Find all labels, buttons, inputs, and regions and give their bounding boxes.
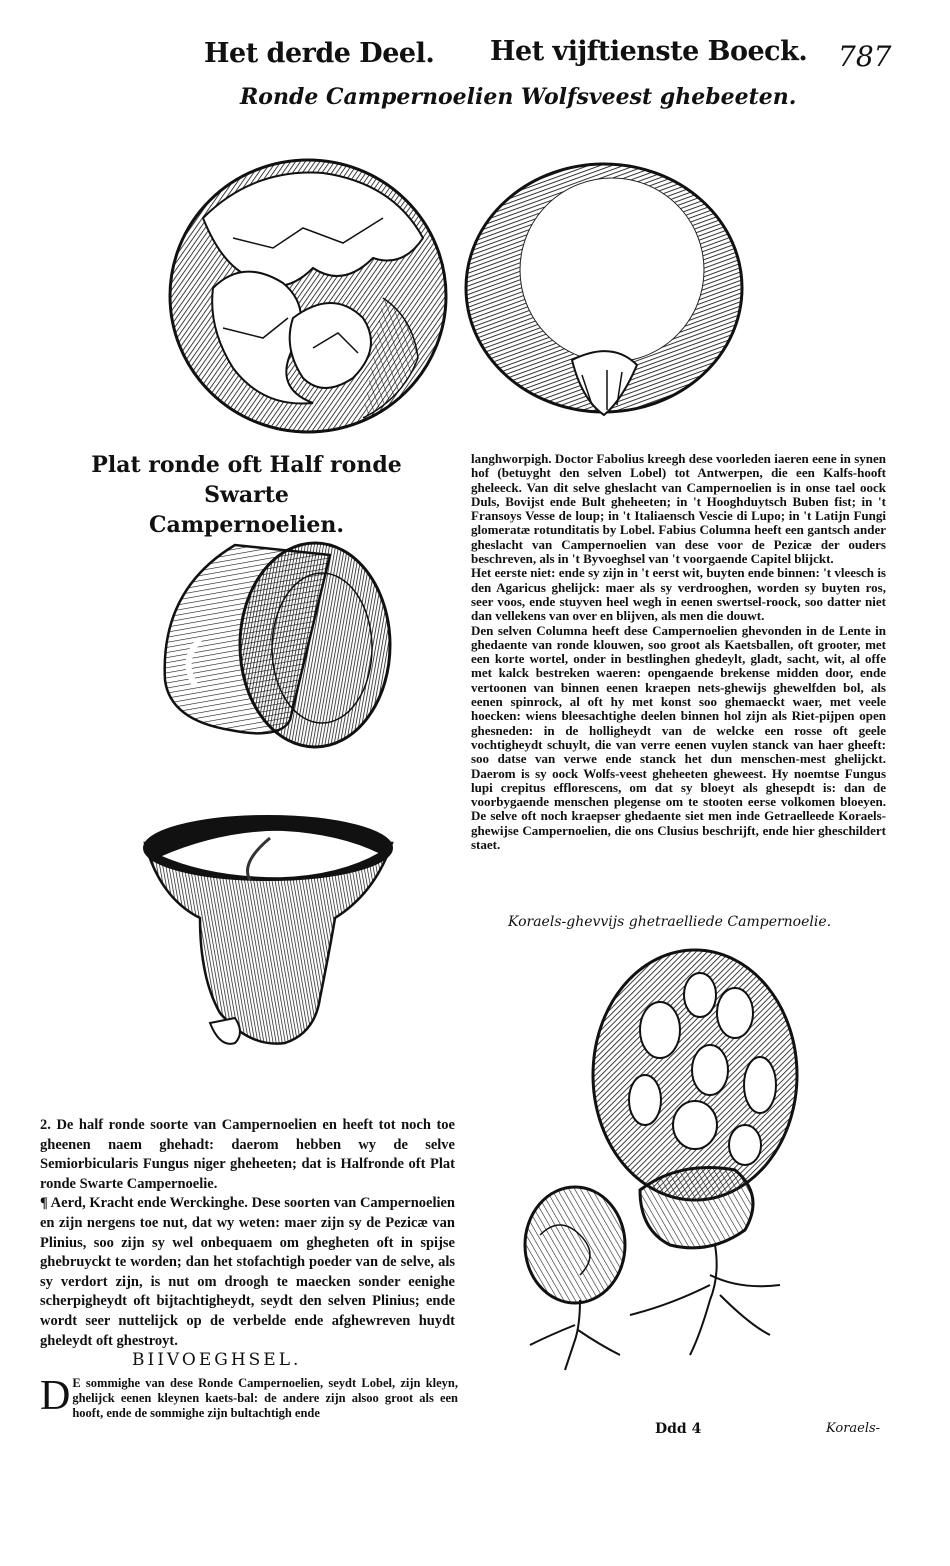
running-head-center: Het vijftienste Boeck.	[490, 36, 808, 67]
signature-mark: Ddd 4	[655, 1421, 702, 1437]
black-cup-fungus-upright-illustration	[140, 808, 400, 1053]
bijvoeghsel-text-block	[40, 1373, 458, 1421]
puffball-cracked-illustration	[163, 148, 453, 438]
section-heading-bijvoeghsel: BIIVOEGHSEL.	[132, 1350, 302, 1370]
catchword: Koraels-	[826, 1421, 881, 1436]
right-paragraph-3: Den selven Columna heeft dese Campernoelien ghevonden in de Lente in ghedaente van ronde klouwen, soo groot als Kaetsballen, oft grooter, met een korte wortel, onder in bestlinghen ghedeylt, gladt, sacht, wit, al offe met kalck bestreken waeren: opengaende brekense midden door, ende vertoonen van binnen eenen kraepen nets-ghewijs ghewelfden bol, als eenen spinrock, al oft hy met konst soo ghemaeckt waer, met veele hoecken: wiens bleesachtighe deelen binnen hol zijn als Riet-pijpen open ghesneden: in de holligheydt van de welcke een rosse oft geele vochtigheydt schuylt, die van verre eenen vuylen stanck van haer gheeft: soo datse van verwe ende stanck het dun menschen-mest ghelijckt. Daerom is sy oock Wolfs-veest gheheeten gheweest. Hy noemtse Fungus lupi crepitus efflorescens, om dat sy bloeyt als ghesepdt is: dan de voorbygaende menschen plegense om te stooten eerse volkomen bloeyen. De selve oft noch kraepser ghedaente siet men inde Getraellеede Koraels-ghewijse Campernoelien, die ons Clusius beschrijft, ende hier gheschildert staet.	[471, 622, 886, 853]
right-paragraph-1: langhworpigh. Doctor Fabolius kreegh dese voorleden iaeren eene in synen hof (betuyght den selven Lobel) tot Antwerpen, die een Kalfs-hooft ghelеeck. Van dit selve gheslacht van Campernoelien is in onse tael oock Duls, Bovijst ende Bult gheheeten; in 't Hooghduytsch Buben fist; in 't Fransoys Vesse de loup; in 't Italiaensch Vescie di Lupo; in 't Latijn Fungi glomeratæ rotunditatis by Lobel. Fabius Columna heeft een gantsch ander gheslacht van Campernoelien van dese voor de Pezicæ der ouders beschreven, als in 't Byvoeghsel van 't voorgaende Capitel blijckt.	[471, 451, 886, 567]
left-paragraph-2: ¶ Aerd, Kracht ende Werckinghe. Dese soorten van Campernoelien en zijn nergens toe nut, dat wy weten: maer zijn sy de Pezicæ van Plinius, soo zijn sy wel onbequaem om ghegheten oft in spijse ghebruyckt te worden; dan het stofachtigh poeder van de selve, als sy verdort zijn, is nut om droogh te maecken sonder eenighe scherpigheydt oft bijtachtigheydt, seydt den selven Plinius; ende wordt seer nuttelijck op de verbelde ende afghewreven huydt gheleydt oft ghestroyt.	[40, 1195, 455, 1349]
left-column-text	[40, 1116, 455, 1351]
dropcap-letter: D	[40, 1373, 71, 1419]
left-caption-line2: Campernoelien.	[148, 512, 345, 538]
left-paragraph-1: 2. De half ronde soorte van Campernoelien en heeft tot noch toe gheenen naem ghehadt: daerom hebben wy de selve Semiorbicularis Fungus niger gheheeten; dat is Halfronde oft Plat ronde Swarte Campernoelie.	[40, 1117, 455, 1192]
right-paragraph-2: Het eerste niet: ende sy zijn in 't eerst wit, buyten ende binnen: 't vleesch is den Agaricus ghelijck: maer als sy verdrooghen, worden sy buyten ros, seer voos, ende stuyven heel wegh in eenen swertsel-roock, soo datter niet dan vellekens van over en blijven, als men die douwt.	[471, 565, 886, 624]
right-column-text	[471, 452, 886, 852]
bijvoeghsel-text: E sommighe van dese Ronde Campernoelien, seydt Lobel, zijn kleyn, ghelijck eenen kleynen kaets-bal: de andere zijn alsoo groot als een hooft, ende de sommighe zijn bultachtigh ende	[72, 1376, 458, 1420]
page-number: 787	[838, 40, 892, 73]
coral-lattice-fungus-illustration	[520, 935, 820, 1375]
black-cup-fungus-tilted-illustration	[140, 530, 400, 765]
left-caption-line1: Plat ronde oft Half ronde Swarte	[91, 452, 402, 508]
top-figure-caption: Ronde Campernoelien Wolfsveest ghebeeten.	[240, 84, 797, 110]
running-head-left: Het derde Deel.	[204, 38, 435, 69]
left-figure-caption	[64, 450, 429, 540]
puffball-whole-illustration	[462, 160, 747, 425]
coral-figure-caption: Koraels-ghevvijs ghetraelliede Campernoelie.	[508, 914, 832, 930]
